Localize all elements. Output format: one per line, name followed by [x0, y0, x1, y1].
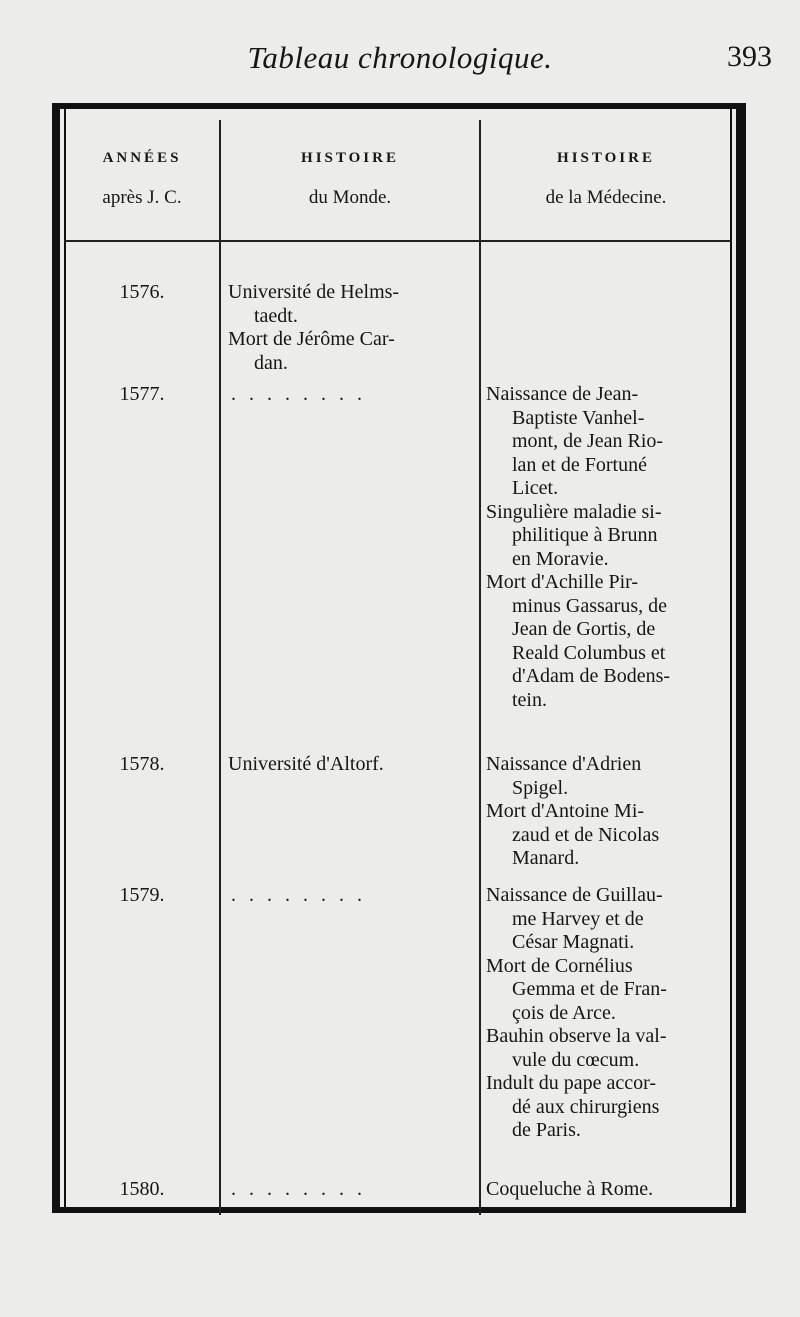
- leader-dots: . . . . . . . .: [231, 884, 366, 906]
- text-line: Spigel.: [512, 776, 569, 799]
- header-rule: [64, 240, 732, 242]
- text-line: Mort de Jérôme Car-: [228, 328, 395, 350]
- world-history-cell: [228, 281, 473, 375]
- header-medicine-caption: HISTOIRE: [557, 150, 655, 166]
- text-line: vule du cœcum.: [512, 1048, 640, 1071]
- text-line: Gemma et de Fran-: [512, 978, 667, 1000]
- leader-dots: . . . . . . . .: [231, 1178, 366, 1200]
- text-line: Naissance de Jean-: [486, 383, 639, 405]
- header-medicine-subtitle: de la Médecine.: [545, 187, 667, 208]
- text-line: Licet.: [512, 477, 559, 499]
- text-line: minus Gassarus, de: [512, 594, 667, 617]
- text-line: Mort de Cornélius: [486, 954, 633, 977]
- medicine-history-cell: [486, 1178, 731, 1202]
- year-cell: 1577.: [119, 383, 165, 405]
- text-line: Naissance d'Adrien: [486, 753, 642, 775]
- text-line: Singulière maladie si-: [486, 500, 662, 523]
- text-line: me Harvey et de: [512, 907, 644, 930]
- text-line: Reald Columbus et: [512, 641, 666, 664]
- text-line: çois de Arce.: [512, 1001, 616, 1024]
- text-line: Coqueluche à Rome.: [486, 1178, 654, 1200]
- text-line: taedt.: [254, 304, 298, 327]
- text-line: Baptiste Vanhel-: [512, 406, 645, 429]
- text-line: Université d'Altorf.: [228, 753, 384, 775]
- year-cell: 1580.: [119, 1178, 165, 1200]
- text-line: Naissance de Guillau-: [486, 884, 663, 906]
- text-line: Manard.: [512, 847, 580, 869]
- running-head: [0, 34, 800, 84]
- text-line: dan.: [254, 351, 288, 374]
- year-cell: 1576.: [119, 281, 165, 303]
- text-line: mont, de Jean Rio-: [512, 430, 664, 452]
- header-world-subtitle: du Monde.: [308, 187, 392, 208]
- medicine-history-cell: [486, 884, 731, 1143]
- medicine-history-cell: [486, 753, 731, 871]
- running-title: Tableau chronologique.: [247, 40, 553, 75]
- text-line: César Magnati.: [512, 931, 635, 953]
- header-years-subtitle: après J. C.: [102, 187, 182, 208]
- text-line: philitique à Brunn: [512, 524, 658, 546]
- text-line: Mort d'Achille Pir-: [486, 571, 639, 593]
- text-line: zaud et de Nicolas: [512, 823, 660, 846]
- world-history-cell: [228, 753, 473, 777]
- text-line: Indult du pape accor-: [486, 1072, 657, 1094]
- text-line: tein.: [512, 688, 547, 711]
- text-line: Mort d'Antoine Mi-: [486, 800, 645, 822]
- year-cell: 1578.: [119, 753, 165, 775]
- column-rule-2: [479, 120, 481, 1215]
- text-line: Jean de Gortis, de: [512, 618, 656, 640]
- column-rule-1: [219, 120, 221, 1215]
- medicine-history-cell: [486, 383, 731, 712]
- text-line: dé aux chirurgiens: [512, 1095, 660, 1118]
- text-line: Bauhin observe la val-: [486, 1025, 667, 1047]
- text-line: d'Adam de Bodens-: [512, 665, 671, 687]
- year-cell: 1579.: [119, 884, 165, 906]
- page-number: 393: [727, 40, 772, 73]
- text-line: en Moravie.: [512, 547, 609, 570]
- header-years-caption: ANNÉES: [102, 150, 182, 166]
- leader-dots: . . . . . . . .: [231, 383, 366, 405]
- text-line: de Paris.: [512, 1119, 581, 1141]
- text-line: Université de Helms-: [228, 281, 400, 303]
- header-world-caption: HISTOIRE: [301, 150, 399, 166]
- text-line: lan et de Fortuné: [512, 453, 647, 476]
